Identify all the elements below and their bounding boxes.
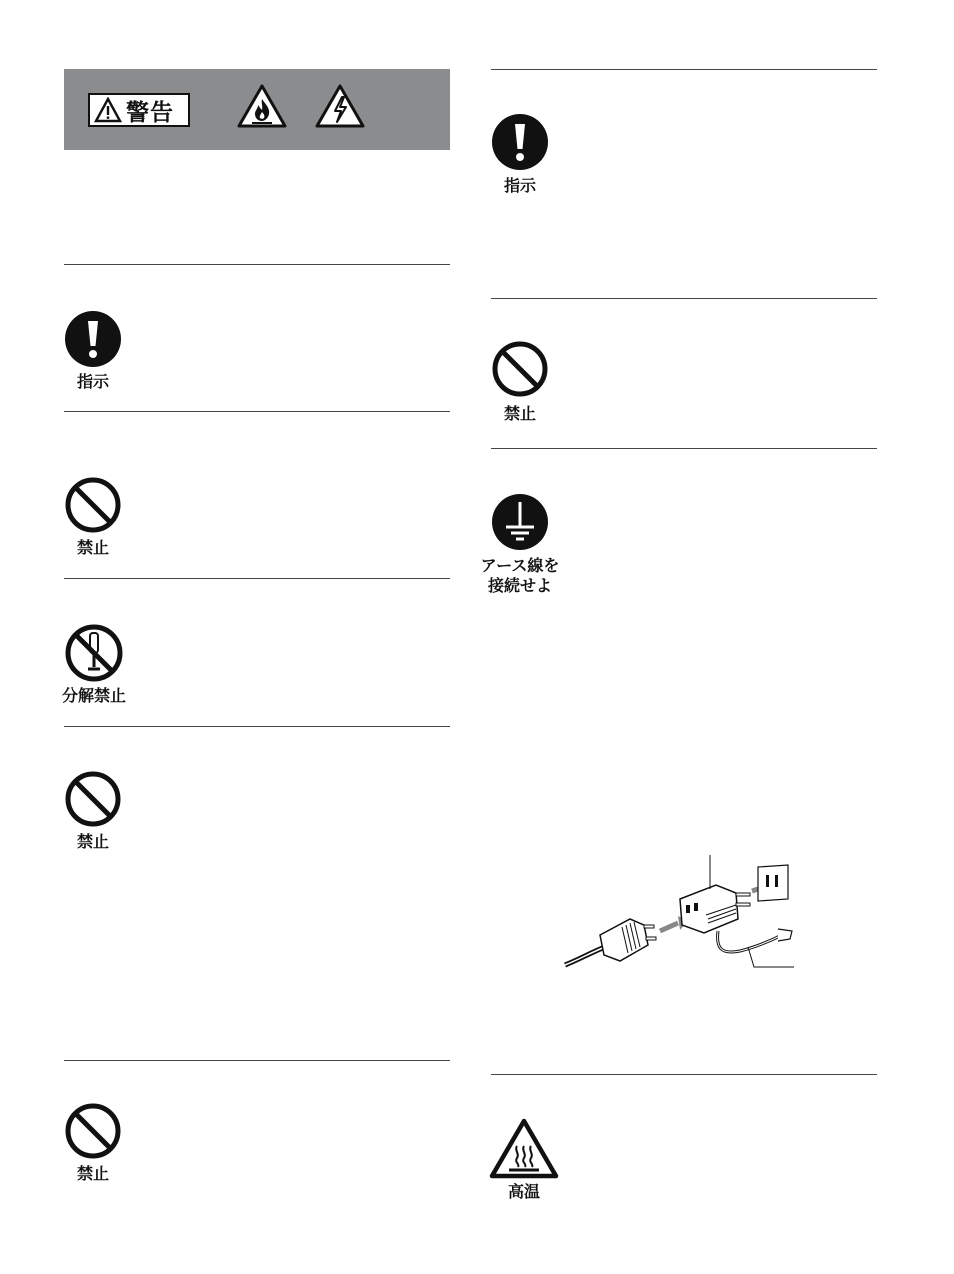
no-disassembly-icon — [64, 623, 124, 683]
prohibition-label: 禁止 — [76, 538, 109, 557]
ground-label-line1: アース線を — [480, 556, 560, 575]
high-temperature-label: 高温 — [507, 1182, 540, 1201]
banner-title: 警告 — [126, 99, 174, 126]
prohibition-icon — [64, 1102, 122, 1160]
section-divider — [64, 1060, 450, 1061]
plug-adapter-illustration — [560, 855, 800, 975]
high-temperature-warning-icon — [489, 1118, 559, 1180]
mandatory-action-icon — [64, 310, 122, 368]
section-divider — [64, 411, 450, 412]
section-divider — [64, 578, 450, 579]
ground-label-line2: 接続せよ — [487, 576, 552, 595]
mandatory-label: 指示 — [503, 176, 536, 195]
section-divider — [491, 69, 877, 70]
mandatory-action-icon — [491, 113, 549, 171]
section-divider — [491, 448, 877, 449]
section-divider — [64, 726, 450, 727]
prohibition-label: 禁止 — [76, 832, 109, 851]
ground-connection-icon — [491, 493, 549, 551]
section-divider — [491, 298, 877, 299]
warning-banner — [64, 69, 450, 150]
electric-shock-warning-icon — [314, 83, 366, 129]
warning-badge — [88, 93, 190, 127]
mandatory-label: 指示 — [76, 372, 109, 391]
prohibition-icon — [64, 476, 122, 534]
prohibition-label: 禁止 — [503, 404, 536, 423]
prohibition-icon — [491, 340, 549, 398]
prohibition-label: 禁止 — [76, 1164, 109, 1183]
section-divider — [491, 1074, 877, 1075]
prohibition-icon — [64, 770, 122, 828]
fire-warning-icon — [236, 83, 288, 129]
no-disassembly-label: 分解禁止 — [61, 686, 126, 705]
section-divider — [64, 264, 450, 265]
warning-triangle-icon — [94, 97, 122, 123]
